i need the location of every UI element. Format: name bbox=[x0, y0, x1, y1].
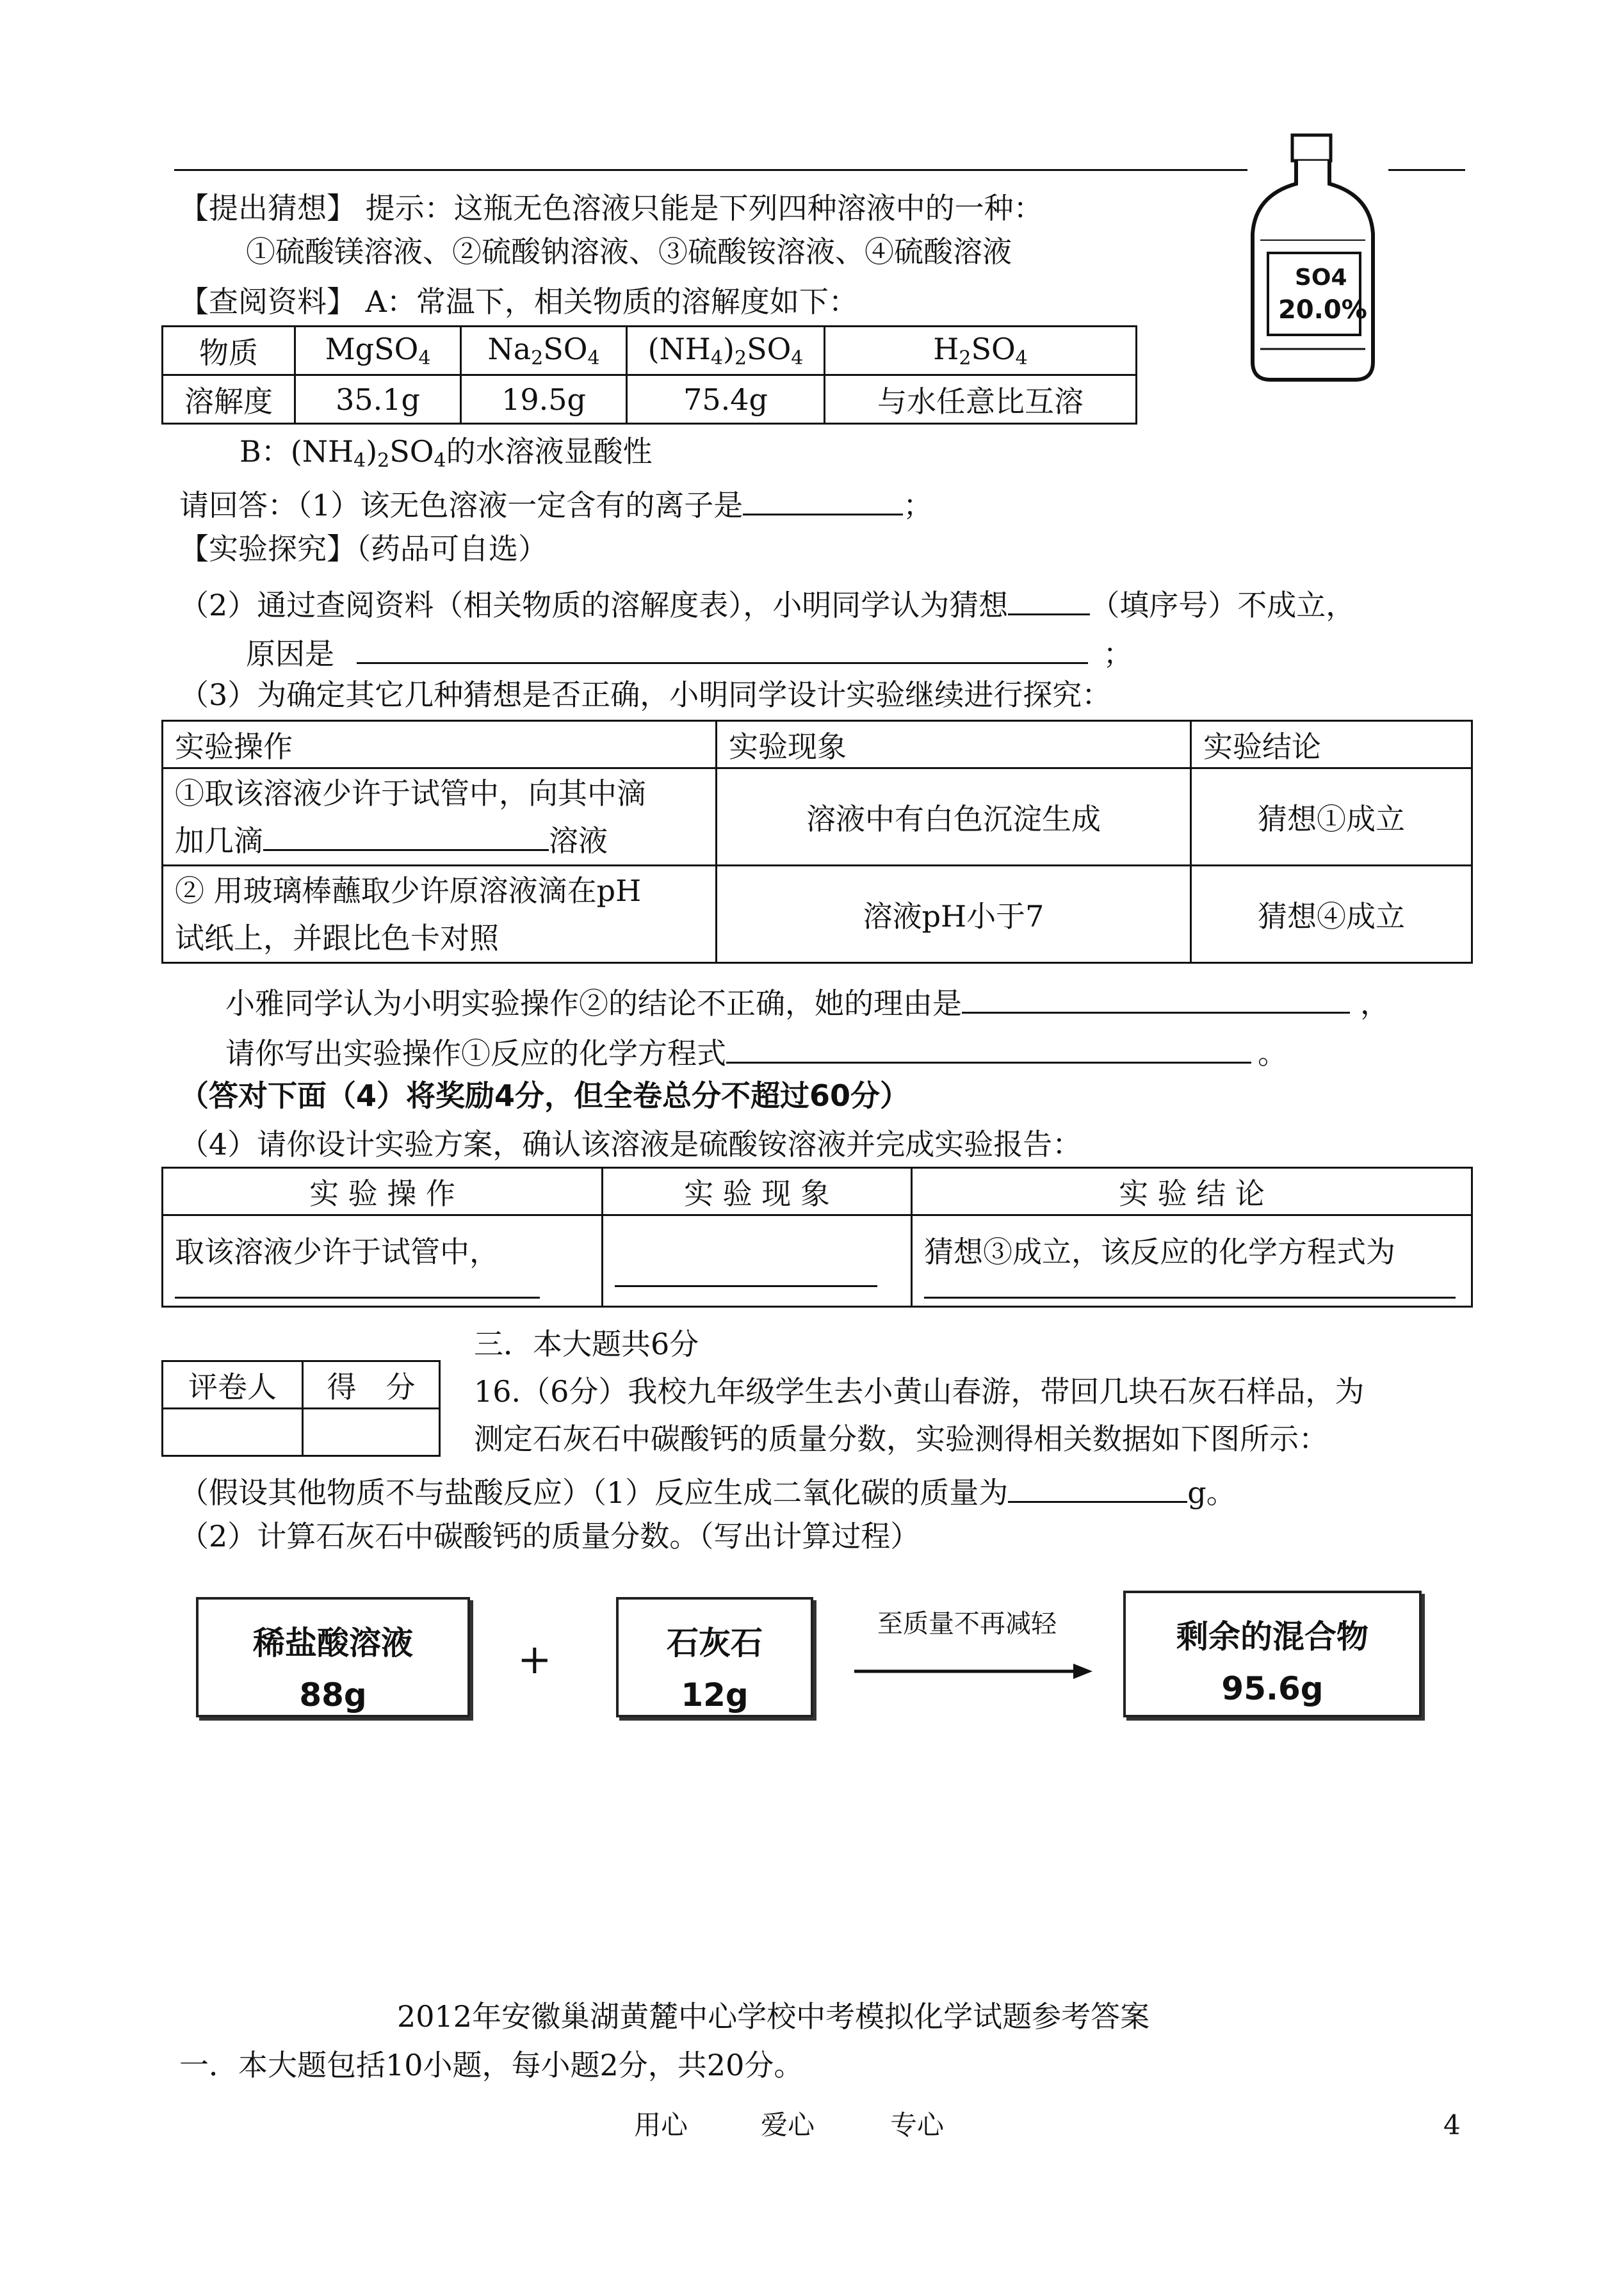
experiment-table bbox=[161, 720, 1473, 964]
page-number: 4 bbox=[1443, 2109, 1461, 2141]
reference-line bbox=[179, 284, 858, 319]
report-operation bbox=[163, 1215, 603, 1307]
hypothesis-hint: 提示：这瓶无色溶液只能是下列四种溶液中的一种： bbox=[365, 191, 1043, 225]
substance-na2so4: $Na_2SO_4$ bbox=[461, 327, 627, 375]
report-conclusion-blank[interactable] bbox=[924, 1284, 1456, 1299]
ya-line bbox=[225, 984, 1390, 1021]
q1-end: ； bbox=[903, 488, 933, 523]
footer-word-3: 专心 bbox=[890, 2109, 945, 2141]
footer-word-1: 用心 bbox=[634, 2109, 688, 2141]
question-2-line2 bbox=[246, 634, 1133, 669]
limestone-mass: 12g bbox=[681, 1676, 749, 1714]
question-1 bbox=[179, 485, 933, 523]
table-row-head-substance: 物质 bbox=[163, 327, 295, 375]
solubility-cell: 与水任意比互溶 bbox=[825, 375, 1137, 424]
row1-op-suffix: 溶液 bbox=[549, 823, 608, 858]
hydrochloric-acid-box bbox=[196, 1597, 470, 1717]
q1-text: 请回答：（1）该无色溶液一定含有的离子是 bbox=[179, 488, 743, 523]
header-rule-left bbox=[174, 169, 1247, 171]
co2-mass-blank[interactable] bbox=[1008, 1473, 1187, 1503]
answers-part1: 一．本大题包括10小题，每小题2分，共20分。 bbox=[179, 2048, 804, 2082]
bottle-label-line2: 20.0% bbox=[1278, 295, 1367, 325]
report-conclusion bbox=[912, 1215, 1472, 1307]
report-table bbox=[161, 1167, 1473, 1308]
substance-mgso4: MgSO$_4$ bbox=[295, 327, 461, 375]
q2-text: （2）通过查阅资料（相关物质的溶解度表），小明同学认为猜想 bbox=[179, 588, 1009, 622]
row1-op-line2 bbox=[175, 817, 704, 864]
hypothesis-label: 【提出猜想】 bbox=[179, 191, 356, 225]
report-op-blank[interactable] bbox=[175, 1284, 540, 1299]
grader-label: 评卷人 bbox=[163, 1361, 303, 1409]
report-header-conclusion: 实 验 结 论 bbox=[912, 1168, 1472, 1215]
section3-title: 三．本大题共6分 bbox=[474, 1327, 699, 1361]
q4-intro: （4）请你设计实验方案，确认该溶液是硫酸铵溶液并完成实验报告： bbox=[179, 1127, 1082, 1162]
ya-reason-blank[interactable] bbox=[962, 984, 1350, 1014]
row1-conclusion: 猜想①成立 bbox=[1191, 768, 1472, 866]
row1-reagent-blank[interactable] bbox=[263, 821, 549, 851]
q2-reason-blank[interactable] bbox=[357, 634, 1088, 664]
q3-intro: （3）为确定其它几种猜想是否正确，小明同学设计实验继续进行探究： bbox=[179, 677, 1112, 712]
ya-end: ， bbox=[1360, 986, 1390, 1021]
equation-text: 请你写出实验操作①反应的化学方程式 bbox=[225, 1036, 726, 1071]
bottle-label-line1: SO4 bbox=[1295, 264, 1347, 291]
header-conclusion: 实验结论 bbox=[1191, 721, 1472, 768]
limestone-name: 石灰石 bbox=[667, 1625, 763, 1662]
report-op-text: 取该溶液少许于试管中， bbox=[175, 1235, 499, 1269]
table-row-head-solubility: 溶解度 bbox=[163, 375, 295, 424]
grader-table bbox=[161, 1360, 441, 1457]
row2-operation bbox=[163, 866, 717, 963]
arrow-label: 至质量不再减轻 bbox=[877, 1609, 1057, 1639]
q16-unit: g。 bbox=[1187, 1475, 1236, 1510]
acid-mass: 88g bbox=[299, 1676, 367, 1714]
report-phenomenon bbox=[603, 1215, 912, 1307]
q1-answer-blank[interactable] bbox=[743, 485, 903, 515]
reagent-bottle-image bbox=[1242, 131, 1383, 387]
equation-end: 。 bbox=[1258, 1036, 1287, 1071]
header-operation: 实验操作 bbox=[163, 721, 717, 768]
substance-h2so4: $H_2SO_4$ bbox=[825, 327, 1137, 375]
q2-hypothesis-blank[interactable] bbox=[1008, 585, 1090, 615]
report-phenomenon-blank[interactable] bbox=[615, 1284, 877, 1287]
reaction-arrow-icon bbox=[852, 1658, 1095, 1684]
explore-label: 【实验探究】（药品可自选） bbox=[179, 531, 548, 566]
reference-label: 【查阅资料】 bbox=[179, 284, 356, 319]
q2-end: ； bbox=[1103, 637, 1133, 671]
equation-line bbox=[225, 1034, 1287, 1071]
answers-title: 2012年安徽巢湖黄麓中心学校中考模拟化学试题参考答案 bbox=[397, 1999, 1150, 2034]
mixture-name: 剩余的混合物 bbox=[1176, 1618, 1368, 1655]
row2-phenomenon: 溶液pH小于7 bbox=[717, 866, 1191, 963]
solubility-cell: 19.5g bbox=[461, 375, 627, 424]
q2-reason-label: 原因是 bbox=[246, 637, 334, 671]
row1-op-text: 加几滴 bbox=[175, 823, 263, 858]
row2-conclusion: 猜想④成立 bbox=[1191, 866, 1472, 963]
row2-op-line2: 试纸上，并跟比色卡对照 bbox=[175, 920, 499, 955]
q16-line4: （2）计算石灰石中碳酸钙的质量分数。（写出计算过程） bbox=[179, 1519, 920, 1553]
report-header-operation: 实 验 操 作 bbox=[163, 1168, 603, 1215]
q16-line2: 测定石灰石中碳酸钙的质量分数，实验测得相关数据如下图所示： bbox=[474, 1422, 1328, 1456]
reference-a-text: A：常温下，相关物质的溶解度如下： bbox=[365, 284, 858, 319]
reference-b-text: B：$(NH_4)_2SO_4$的水溶液显酸性 bbox=[240, 434, 653, 472]
hypothesis-options: ①硫酸镁溶液、②硫酸钠溶液、③硫酸铵溶液、④硫酸溶液 bbox=[246, 234, 1012, 269]
row1-operation bbox=[163, 768, 717, 866]
q16-line3 bbox=[179, 1473, 1236, 1510]
limestone-box bbox=[616, 1597, 813, 1717]
header-rule-right bbox=[1388, 169, 1465, 171]
grader-cell[interactable] bbox=[163, 1409, 303, 1456]
substance-nh4-2so4: $(NH_4)_2SO_4$ bbox=[627, 327, 825, 375]
acid-name: 稀盐酸溶液 bbox=[253, 1625, 413, 1662]
q2-text-after: （填序号）不成立， bbox=[1090, 588, 1356, 622]
report-conclusion-text: 猜想③成立，该反应的化学方程式为 bbox=[924, 1235, 1395, 1269]
question-2-line1 bbox=[179, 585, 1355, 620]
solubility-cell: 35.1g bbox=[295, 375, 461, 424]
row2-op-line1: ② 用玻璃棒蘸取少许原溶液滴在pH bbox=[175, 873, 642, 908]
plus-sign: + bbox=[517, 1636, 552, 1683]
row1-phenomenon: 溶液中有白色沉淀生成 bbox=[717, 768, 1191, 866]
score-cell[interactable] bbox=[303, 1409, 440, 1456]
bonus-note: （答对下面（4）将奖励4分，但全卷总分不超过60分） bbox=[179, 1078, 910, 1113]
footer-word-2: 爱心 bbox=[761, 2109, 815, 2141]
header-phenomenon: 实验现象 bbox=[717, 721, 1191, 768]
remaining-mixture-box bbox=[1123, 1591, 1422, 1717]
row1-op-line1: ①取该溶液少许于试管中，向其中滴 bbox=[175, 775, 646, 811]
mixture-mass: 95.6g bbox=[1221, 1670, 1324, 1707]
solubility-table bbox=[161, 325, 1137, 425]
report-header-phenomenon: 实 验 现 象 bbox=[603, 1168, 912, 1215]
q16-line1: 16.（6分）我校九年级学生去小黄山春游，带回几块石灰石样品，为 bbox=[474, 1374, 1365, 1409]
hypothesis-line bbox=[179, 193, 1043, 223]
ya-text: 小雅同学认为小明实验操作②的结论不正确，她的理由是 bbox=[225, 986, 962, 1021]
score-label: 得 分 bbox=[303, 1361, 440, 1409]
solubility-cell: 75.4g bbox=[627, 375, 825, 424]
q16-line3-text: （假设其他物质不与盐酸反应）（1）反应生成二氧化碳的质量为 bbox=[179, 1475, 1009, 1510]
equation-blank[interactable] bbox=[726, 1034, 1251, 1064]
